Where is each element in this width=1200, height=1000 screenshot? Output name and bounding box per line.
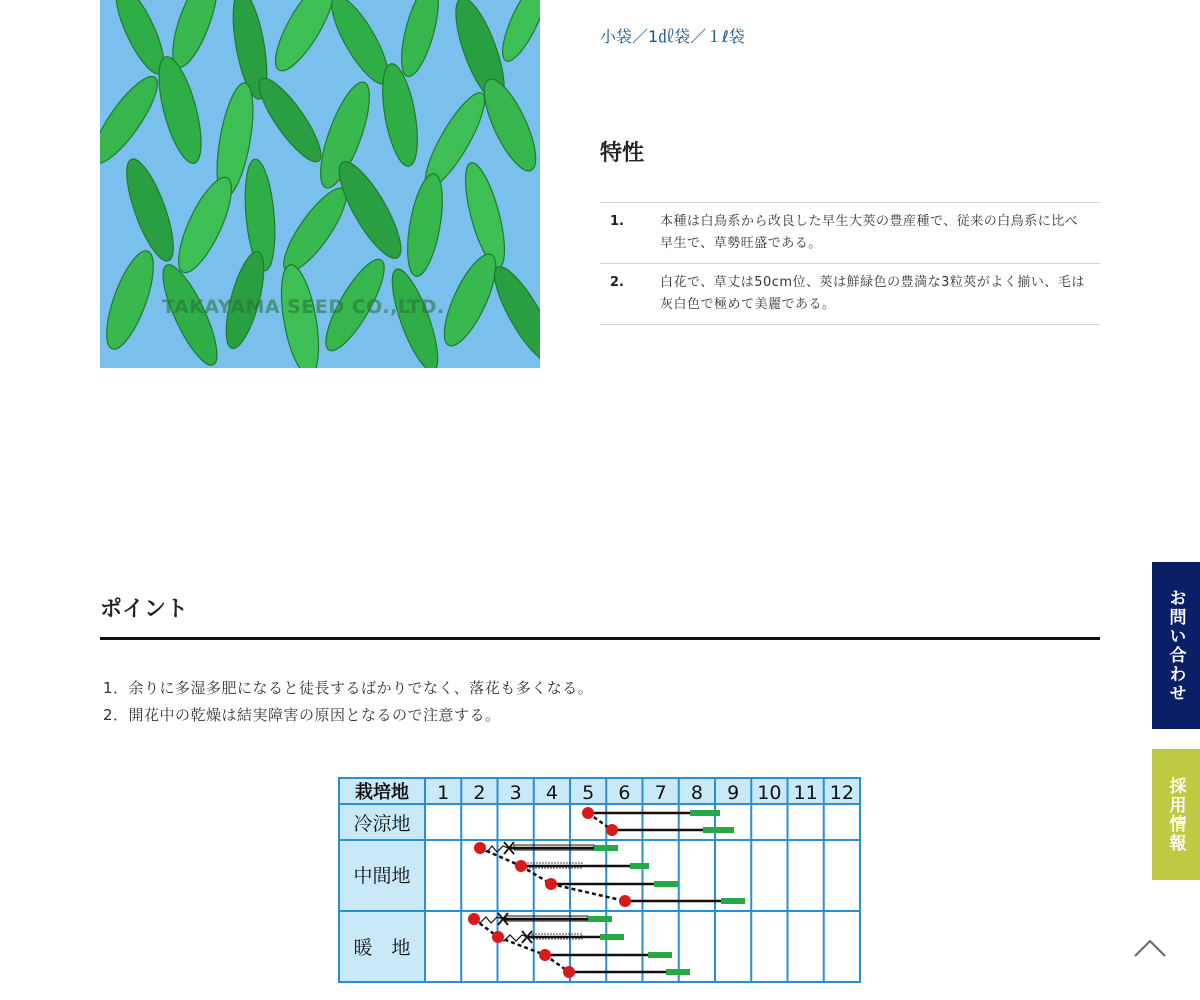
watermark: TAKAYAMA SEED CO.,LTD. <box>162 296 445 318</box>
recruit-tab[interactable]: 採用情報 <box>1152 749 1200 880</box>
sowing-dot <box>539 949 551 961</box>
harvest-bar <box>594 845 618 851</box>
region-label: 暖 地 <box>353 937 411 959</box>
month-label: 10 <box>757 782 782 804</box>
chevron-up-icon[interactable] <box>1133 937 1167 959</box>
harvest-bar <box>721 898 745 904</box>
month-label: 11 <box>793 782 818 804</box>
trait-text: 本種は白鳥系から改良した早生大莢の豊産種で、従来の白鳥系に比べ早生で、草勢旺盛である。 <box>660 214 1079 251</box>
trait-text: 白花で、草丈は50cm位、莢は鮮緑色の豊満な3粒莢がよく揃い、毛は灰白色で極めて美麗である。 <box>660 275 1085 312</box>
harvest-bar <box>703 827 734 833</box>
month-label: 9 <box>727 782 740 804</box>
contact-tab[interactable]: お問い合わせ <box>1152 562 1200 729</box>
package-sizes: 小袋／1㎗袋／１ℓ袋 <box>600 27 745 46</box>
month-label: 1 <box>437 782 450 804</box>
cultivation-calendar <box>338 777 862 989</box>
harvest-bar <box>648 952 672 958</box>
sowing-dot <box>619 895 631 907</box>
traits-table <box>600 202 1100 325</box>
product-photo <box>100 0 540 368</box>
points-divider <box>100 637 1100 640</box>
calendar-header-bg <box>339 778 860 804</box>
region-label: 中間地 <box>353 865 411 887</box>
harvest-bar <box>588 916 612 922</box>
calendar-chart <box>338 777 862 985</box>
harvest-bar <box>630 863 649 869</box>
sowing-dot <box>582 807 594 819</box>
region-label: 冷涼地 <box>353 813 411 835</box>
point-item: 2．開花中の乾燥は結実障害の原因となるので注意する。 <box>103 706 501 724</box>
sowing-dot <box>468 913 480 925</box>
points-heading: ポイント <box>100 597 189 622</box>
sowing-dot <box>545 878 557 890</box>
trait-row <box>600 203 1100 264</box>
month-label: 3 <box>509 782 522 804</box>
trait-number: 1. <box>610 214 624 229</box>
traits-heading: 特性 <box>600 141 645 166</box>
sowing-dot <box>515 860 527 872</box>
month-label: 7 <box>654 782 667 804</box>
month-label: 12 <box>829 782 854 804</box>
trait-number: 2. <box>610 275 624 290</box>
sowing-dot <box>492 931 504 943</box>
sowing-dot <box>474 842 486 854</box>
sowing-dot <box>563 966 575 978</box>
month-label: 8 <box>690 782 703 804</box>
month-label: 5 <box>582 782 595 804</box>
sowing-dot <box>606 824 618 836</box>
calendar-header-label: 栽培地 <box>355 782 409 803</box>
month-label: 6 <box>618 782 631 804</box>
points-list <box>103 675 593 729</box>
harvest-bar <box>666 969 690 975</box>
month-label: 4 <box>545 782 558 804</box>
point-item: 1．余りに多湿多肥になると徒長するばかりでなく、落花も多くなる。 <box>103 679 594 697</box>
harvest-bar <box>654 881 678 887</box>
trait-row <box>600 264 1100 325</box>
harvest-bar <box>690 810 720 816</box>
month-label: 2 <box>473 782 486 804</box>
harvest-bar <box>600 934 624 940</box>
